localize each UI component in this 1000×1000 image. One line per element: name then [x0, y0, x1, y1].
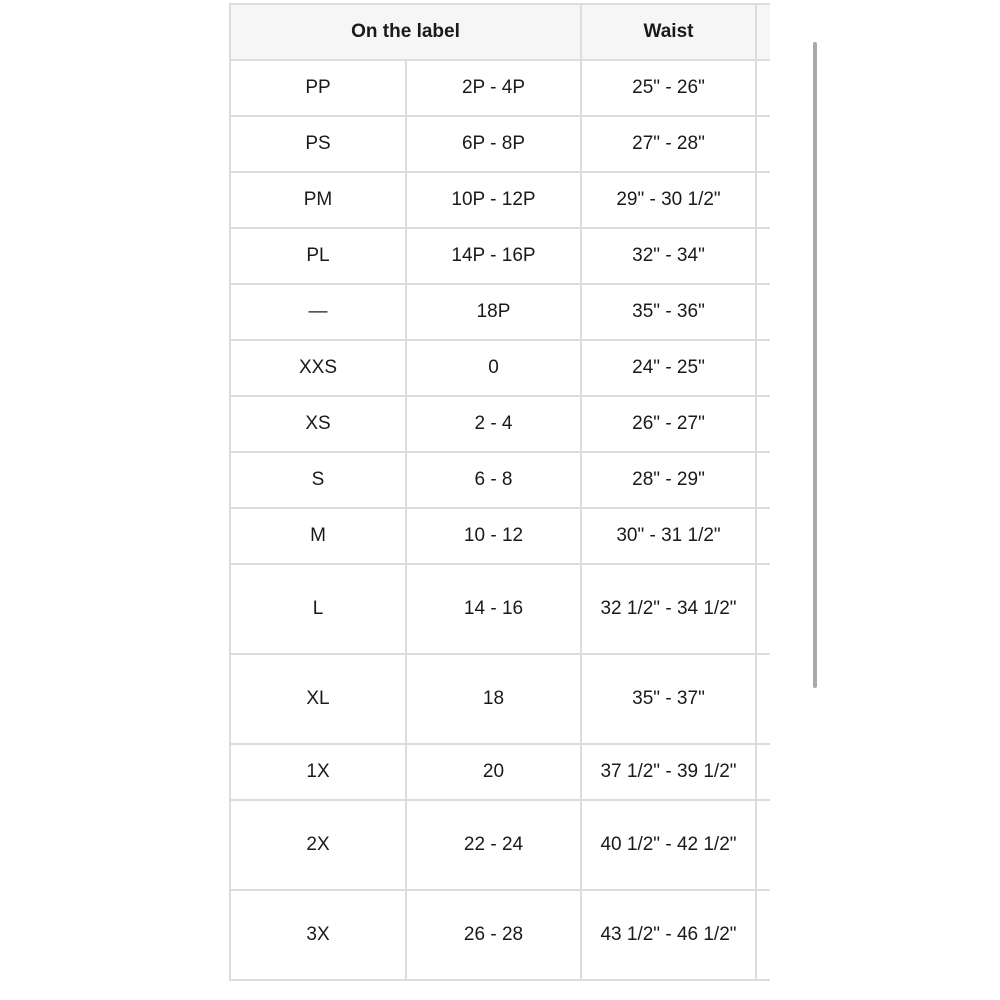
vertical-scrollbar[interactable] — [810, 40, 820, 690]
next-column-cell — [756, 396, 770, 452]
header-waist: Waist — [581, 4, 756, 60]
number-size-cell: 20 — [406, 744, 581, 800]
table-row — [230, 116, 770, 172]
number-size-cell: 10 - 12 — [406, 508, 581, 564]
table-row — [230, 564, 770, 654]
size-cell: 2X — [230, 800, 406, 890]
number-size-cell: 10P - 12P — [406, 172, 581, 228]
next-column-cell — [756, 744, 770, 800]
size-cell: — — [230, 284, 406, 340]
table-row — [230, 60, 770, 116]
waist-cell: 25" - 26" — [581, 60, 756, 116]
waist-cell: 30" - 31 1/2" — [581, 508, 756, 564]
next-column-cell — [756, 228, 770, 284]
number-size-cell: 14 - 16 — [406, 564, 581, 654]
waist-cell: 24" - 25" — [581, 340, 756, 396]
size-cell: M — [230, 508, 406, 564]
waist-cell: 28" - 29" — [581, 452, 756, 508]
waist-cell: 29" - 30 1/2" — [581, 172, 756, 228]
waist-cell: 27" - 28" — [581, 116, 756, 172]
table-row — [230, 654, 770, 744]
next-column-cell — [756, 116, 770, 172]
table-header-row — [230, 4, 770, 60]
size-cell: PM — [230, 172, 406, 228]
waist-cell: 35" - 37" — [581, 654, 756, 744]
size-cell: 1X — [230, 744, 406, 800]
next-column-cell — [756, 284, 770, 340]
header-on-the-label: On the label — [230, 4, 581, 60]
header-next-column — [756, 4, 770, 60]
waist-cell: 37 1/2" - 39 1/2" — [581, 744, 756, 800]
scrollbar-thumb[interactable] — [813, 42, 817, 688]
waist-cell: 43 1/2" - 46 1/2" — [581, 890, 756, 980]
size-chart-table — [229, 3, 770, 981]
size-cell: XXS — [230, 340, 406, 396]
table-row — [230, 508, 770, 564]
table-row — [230, 890, 770, 980]
number-size-cell: 14P - 16P — [406, 228, 581, 284]
waist-cell: 32" - 34" — [581, 228, 756, 284]
waist-cell: 32 1/2" - 34 1/2" — [581, 564, 756, 654]
number-size-cell: 2P - 4P — [406, 60, 581, 116]
number-size-cell: 6 - 8 — [406, 452, 581, 508]
table-row — [230, 172, 770, 228]
table-body — [230, 60, 770, 980]
next-column-cell — [756, 800, 770, 890]
table-row — [230, 284, 770, 340]
waist-cell: 40 1/2" - 42 1/2" — [581, 800, 756, 890]
number-size-cell: 2 - 4 — [406, 396, 581, 452]
next-column-cell — [756, 60, 770, 116]
size-cell: XS — [230, 396, 406, 452]
table-row — [230, 452, 770, 508]
size-cell: 3X — [230, 890, 406, 980]
size-cell: L — [230, 564, 406, 654]
number-size-cell: 22 - 24 — [406, 800, 581, 890]
size-cell: S — [230, 452, 406, 508]
next-column-cell — [756, 340, 770, 396]
size-cell: PP — [230, 60, 406, 116]
next-column-cell — [756, 508, 770, 564]
table-row — [230, 228, 770, 284]
size-cell: PS — [230, 116, 406, 172]
number-size-cell: 18 — [406, 654, 581, 744]
table-row — [230, 744, 770, 800]
next-column-cell — [756, 890, 770, 980]
size-chart-viewport[interactable] — [229, 3, 770, 985]
number-size-cell: 18P — [406, 284, 581, 340]
next-column-cell — [756, 452, 770, 508]
next-column-cell — [756, 172, 770, 228]
table-row — [230, 340, 770, 396]
number-size-cell: 6P - 8P — [406, 116, 581, 172]
number-size-cell: 26 - 28 — [406, 890, 581, 980]
number-size-cell: 0 — [406, 340, 581, 396]
size-cell: PL — [230, 228, 406, 284]
size-cell: XL — [230, 654, 406, 744]
table-row — [230, 396, 770, 452]
waist-cell: 26" - 27" — [581, 396, 756, 452]
next-column-cell — [756, 654, 770, 744]
waist-cell: 35" - 36" — [581, 284, 756, 340]
next-column-cell — [756, 564, 770, 654]
table-row — [230, 800, 770, 890]
